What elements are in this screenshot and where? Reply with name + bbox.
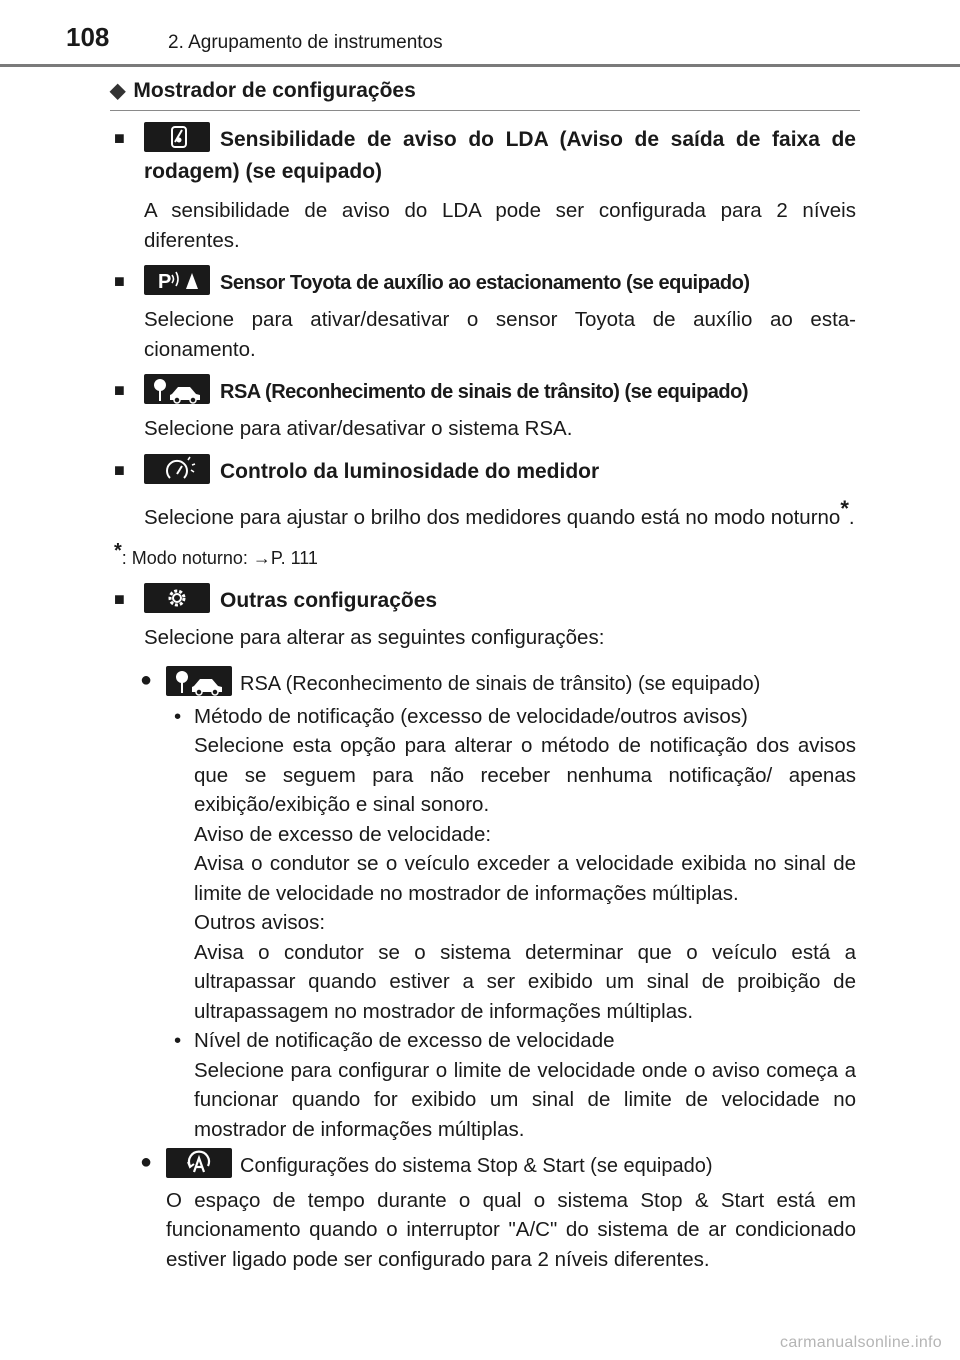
square-bullet-icon: ■ [114,459,125,480]
page-content [0,120,960,1274]
section-title [110,78,416,103]
parking-block [0,265,960,364]
parking-sensor-icon [144,265,210,295]
parking-text: Selecione para ativar/desativar o sensor Toyota de auxílio ao esta-cionamento. [144,308,856,361]
rsa-block [0,374,960,444]
square-bullet-icon: ■ [114,380,125,400]
section-title-text: Mostrador de configurações [133,79,416,102]
header-rule [0,64,960,67]
lda-steering-icon [144,122,210,152]
circle-bullet-icon: ● [140,1151,153,1174]
square-bullet-icon: ■ [114,271,125,291]
brightness-block [0,454,960,532]
road-sign-car-icon [144,374,210,404]
lda-title: Sensibilidade de aviso do LDA (Aviso de saída de faixa de rodagem) (se equipado) [144,128,856,183]
brightness-icon [144,454,210,484]
other-warnings-desc: Avisa o condutor se o sistema determinar que o veículo está a ultrapassar quando estiver a ser exibido um sinal de proibição de ultrapassagem no mostrador de informações múltiplas. [194,940,856,1023]
speeding-level-desc: Selecione para configurar o limite de velocidade onde o aviso começa a funcionar quando for exibido um sinal de limite de velocidade no mostrador de informações múltiplas. [194,1058,856,1141]
parking-title: Sensor Toyota de auxílio ao estacionamento (se equipado) [220,272,750,294]
rsa-settings-label: RSA (Reconhecimento de sinais de trânsito) (se equipado) [240,673,761,696]
chapter-title: 2. Agrupamento de instrumentos [168,32,443,53]
square-bullet-icon: ■ [114,588,125,609]
brightness-text-end: . [848,505,855,529]
footnote-mark: * [840,495,849,521]
other-heading [114,583,856,617]
footnote-star: * [114,539,122,562]
speeding-warning-label: Aviso de excesso de velocidade: [194,822,492,846]
notification-method-desc: Selecione esta opção para alterar o método de notificação dos avisos que se seguem para não receber nenhuma notificação/ apenas exibição/exibição e sinal sonoro. [194,734,856,817]
svg-text:P: P [158,271,171,293]
diamond-icon: ◆ [110,80,126,102]
gear-icon [144,583,210,613]
rsa-text: Selecione para ativar/desativar o sistema RSA. [144,417,573,440]
lda-heading [114,122,856,188]
brightness-text-body: Selecione para ajustar o brilho dos medidores quando está no modo noturno [144,505,841,529]
rsa-title: RSA (Reconhecimento de sinais de trânsito) (se equipado) [220,381,749,403]
notification-method-title: Método de notificação (excesso de velocidade/outros avisos) [194,704,748,728]
rsa-settings-item [140,666,856,700]
square-bullet-icon: ■ [114,128,125,148]
parking-heading [114,265,856,299]
stop-start-ac-icon [166,1148,232,1178]
section-rule [110,110,860,111]
brightness-text [144,494,856,532]
notification-method-item [174,702,856,1027]
lda-text: A sensibilidade de aviso do LDA pode ser configurada para 2 níveis diferentes. [144,199,856,252]
page-number: 108 [66,22,110,52]
speeding-warning-desc: Avisa o condutor se o veículo exceder a velocidade exibida no sinal de limite de velocidade no mostrador de informações múltiplas. [194,852,856,905]
road-sign-car-icon [166,666,232,696]
dot-bullet-icon: • [174,1029,182,1053]
footer-watermark: carmanualsonline.info [780,1334,942,1351]
brightness-title: Controlo da luminosidade do medidor [220,459,600,483]
stop-start-item [140,1148,856,1182]
footnote [114,538,960,571]
other-title: Outras configurações [220,588,438,612]
circle-bullet-icon: ● [140,669,153,692]
speeding-level-title: Nível de notificação de excesso de velocidade [194,1029,615,1053]
other-block [0,583,960,1275]
speeding-level-item [174,1026,856,1144]
other-warnings-label: Outros avisos: [194,911,326,935]
dot-bullet-icon: • [174,704,182,728]
footnote-text: : Modo noturno: →P. 111 [121,547,318,568]
brightness-heading [114,454,856,488]
lda-block [0,122,960,255]
rsa-heading [114,374,856,408]
stop-start-label: Configurações do sistema Stop & Start (se equipado) [240,1155,713,1178]
other-text: Selecione para alterar as seguintes configurações: [144,625,605,649]
stop-start-text: O espaço de tempo durante o qual o sistema Stop & Start está em funcionamento quando o interruptor "A/C" do sistema de ar condicionado estiver ligado pode ser configurado para 2 níveis diferentes. [166,1188,856,1271]
